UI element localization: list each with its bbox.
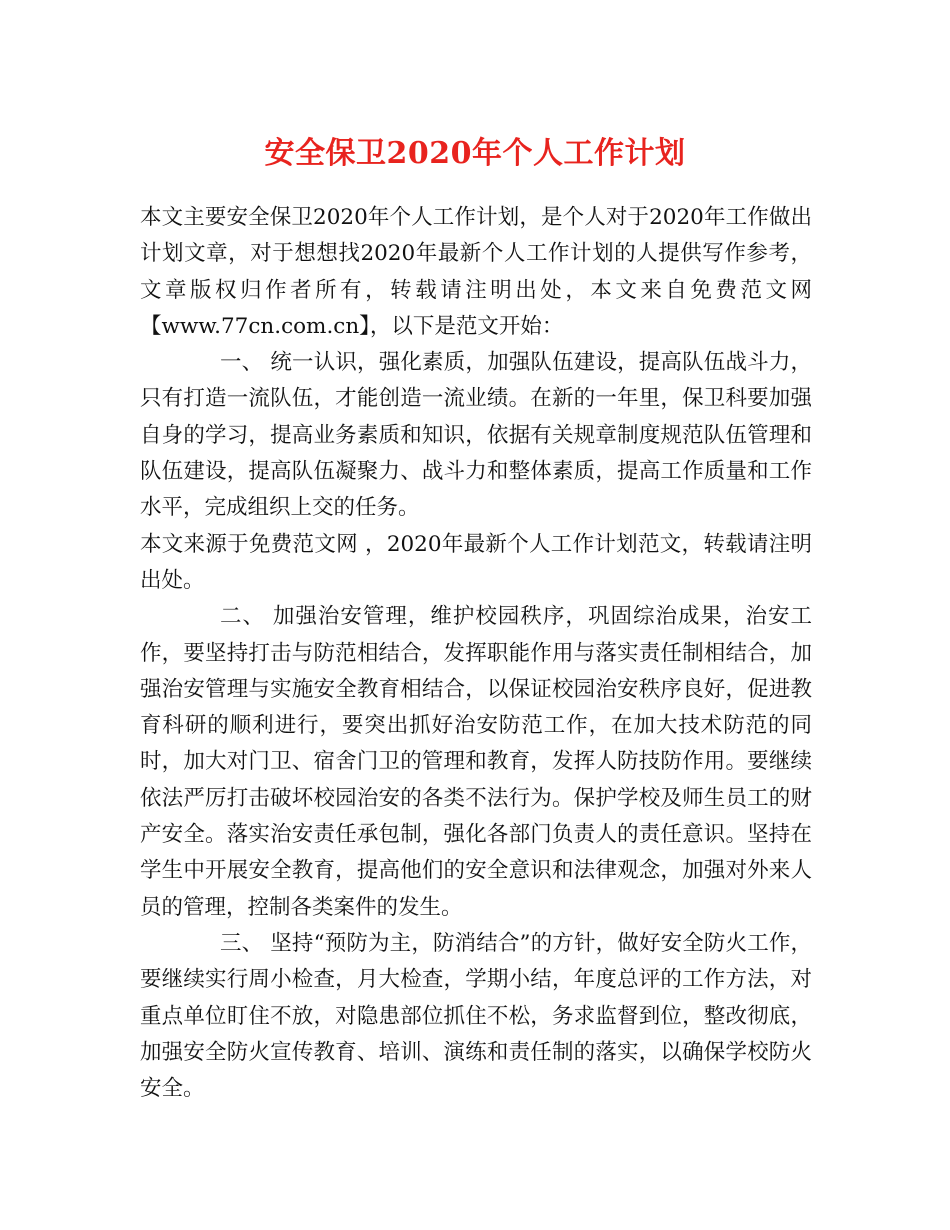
section-two-paragraph: 二、 加强治安管理，维护校园秩序，巩固综治成果，治安工作，要坚持打击与防范相结合，发挥职能作用与落实责任制相结合，加强治安管理与实施安全教育相结合，以保证校园治安秩序良好，促进教育科研的顺利进行，要突出抓好治安防范工作，在加大技术防范的同时，加大对门卫、宿舍门卫的管理和教育，发挥人防技防作用。要继续依法严厉打击破坏校园治安的各类不法行为。保护学校及师生员工的财产安全。落实治安责任承包制，强化各部门负责人的责任意识。坚持在学生中开展安全教育，提高他们的安全意识和法律观念，加强对外来人员的管理，控制各类案件的发生。: [140, 604, 812, 920]
section-three-paragraph: 三、 坚持“预防为主，防消结合”的方针，做好安全防火工作，要继续实行周小检查，月大检查，学期小结，年度总评的工作方法，对重点单位盯住不放，对隐患部位抓住不松，务求监督到位，整改彻底，加强安全防火宣传教育、培训、演练和责任制的落实，以确保学校防火安全。: [140, 930, 812, 1102]
intro-paragraph: 本文主要安全保卫2020年个人工作计划，是个人对于2020年工作做出计划文章，对于想想找2020年最新个人工作计划的人提供写作参考，文章版权归作者所有，转载请注明出处，本文来自免费范文网【www.77cn.com.cn】，以下是范文开始：: [140, 205, 812, 339]
document-title: 安全保卫2020年个人工作计划: [264, 136, 686, 171]
document-body: [140, 200, 812, 1107]
section-one-paragraph: 一、 统一认识，强化素质，加强队伍建设，提高队伍战斗力，只有打造一流队伍，才能创造一流业绩。在新的一年里，保卫科要加强自身的学习，提高业务素质和知识，依据有关规章制度规范队伍管理和队伍建设，提高队伍凝聚力、战斗力和整体素质，提高工作质量和工作水平，完成组织上交的任务。: [140, 350, 812, 521]
source-note-paragraph: 本文来源于免费范文网 ，2020年最新个人工作计划范文，转载请注明出处。: [140, 531, 812, 593]
